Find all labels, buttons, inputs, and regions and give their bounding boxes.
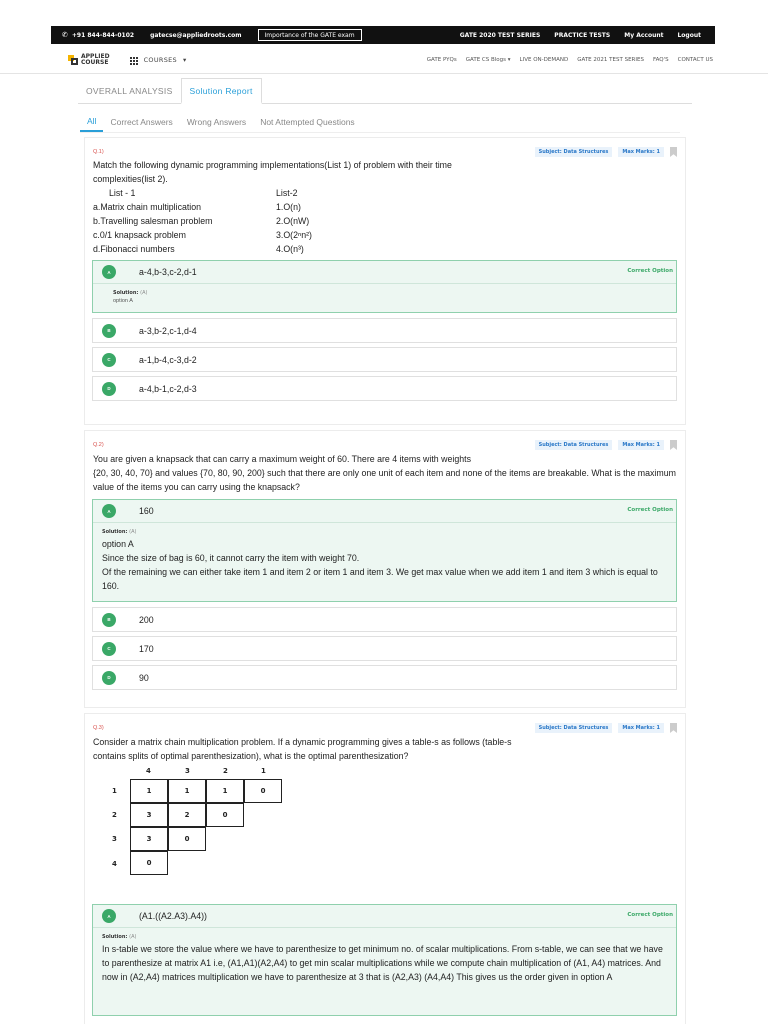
logo-line-1: APPLIED: [81, 53, 110, 60]
solution-text: option A: [113, 298, 133, 304]
grid-icon: [130, 57, 138, 64]
row-header: 3: [112, 835, 117, 843]
col-header: 3: [185, 767, 190, 775]
tab-overall-analysis[interactable]: OVERALL ANALYSIS: [86, 85, 173, 96]
option-text: 160: [139, 506, 154, 516]
logo[interactable]: [68, 54, 110, 66]
answer-filter-tabs: [80, 111, 680, 133]
table-cell: 0: [206, 803, 244, 827]
option-d[interactable]: [92, 376, 677, 401]
question-card-2: [84, 430, 686, 708]
list1-item: d.Fibonacci numbers: [93, 244, 175, 254]
option-letter: B: [102, 613, 116, 627]
option-text: a-4,b-1,c-2,d-3: [139, 383, 197, 394]
option-letter: B: [102, 324, 116, 338]
col-header: 2: [223, 767, 228, 775]
option-text: a-1,b-4,c-3,d-2: [139, 354, 197, 365]
option-text: a-4,b-3,c-2,d-1: [139, 267, 197, 277]
subject-badge: Subject: Data Structures: [535, 147, 613, 157]
solution-label: Solution:: [102, 934, 128, 940]
solution-line: option A: [102, 539, 134, 549]
option-text: 90: [139, 672, 149, 683]
question-card-1: [84, 137, 686, 425]
logo-line-2: COURSE: [81, 59, 109, 66]
list1-item: a.Matrix chain multiplication: [93, 202, 202, 212]
phone-number: +91 844-844-0102: [71, 31, 135, 39]
question-text: [93, 158, 678, 256]
nav-link-blogs[interactable]: [466, 57, 511, 63]
solution-sub: (A): [129, 934, 137, 940]
option-c[interactable]: [92, 347, 677, 372]
tab-solution-report[interactable]: Solution Report: [181, 78, 262, 104]
option-text: 170: [139, 643, 154, 654]
tab-not-attempted[interactable]: Not Attempted Questions: [260, 116, 355, 127]
question-number: Q.3): [93, 725, 104, 731]
option-b[interactable]: [92, 318, 677, 343]
logout-link[interactable]: Logout: [677, 31, 701, 39]
solution-label: Solution:: [113, 290, 139, 296]
courses-label: COURSES: [143, 56, 177, 64]
subject-badge: Subject: Data Structures: [535, 723, 613, 733]
solution-sub: (A): [129, 529, 137, 535]
solution-box: [93, 927, 676, 992]
list2-item: 1.O(n): [276, 202, 301, 212]
table-cell: 2: [168, 803, 206, 827]
nav-link-faqs[interactable]: FAQ'S: [652, 57, 669, 63]
gate-importance-button[interactable]: Importance of the GATE exam: [258, 29, 362, 41]
nav-divider: [0, 73, 768, 74]
caret-down-icon: ▾: [507, 57, 511, 63]
main-nav: [51, 48, 715, 72]
list1-header: List - 1: [109, 188, 136, 198]
question-text: [93, 452, 678, 494]
report-tabs: [78, 78, 692, 104]
phone-icon: ✆: [62, 31, 68, 39]
list1-item: b.Travelling salesman problem: [93, 216, 213, 226]
question-prompt-line-2: {20, 30, 40, 70} and values {70, 80, 90, 200} such that there are only one unit of each item and none of the items are breakable. What is the maximum value of the items you can carry using the knapsack?: [93, 468, 676, 492]
option-text: 200: [139, 614, 154, 625]
email-link[interactable]: gatecse@appliedroots.com: [150, 31, 242, 39]
table-cell: 3: [130, 827, 168, 851]
option-text: (A1.((A2.A3).A4)): [139, 911, 207, 921]
option-text: a-3,b-2,c-1,d-4: [139, 325, 197, 336]
solution-text: In s-table we store the value where we have to parenthesize to get minimum no. of scalar multiplications. From s-table, we can see that we have to parenthesize at matrix A1 i.e, (A1,A1)(A2,A4) to get min scalar multiplications while we compute chain multiplication of (A1, A4) matrices. And now in (A2,A4) matrices multiplication we have to parenthesize at 3 that is (A2,A3) (A4,A4) This gives us the order given in option A: [102, 944, 663, 982]
test-series-2020-link[interactable]: GATE 2020 TEST SERIES: [459, 31, 541, 39]
option-a-correct[interactable]: [92, 260, 677, 313]
option-letter: A: [102, 504, 116, 518]
col-header: 4: [146, 767, 151, 775]
col-header: 1: [261, 767, 266, 775]
list-row: [93, 200, 678, 214]
solution-text: [102, 537, 667, 593]
option-letter: A: [102, 909, 116, 923]
nav-link-gate-pyqs[interactable]: GATE PYQs: [426, 57, 457, 63]
solution-box: [93, 522, 676, 601]
option-a-correct[interactable]: [92, 904, 677, 1016]
question-number: Q.1): [93, 149, 104, 155]
my-account-link[interactable]: My Account: [624, 31, 664, 39]
tab-wrong-answers[interactable]: Wrong Answers: [186, 116, 247, 127]
courses-menu[interactable]: [130, 56, 187, 64]
list1-item: c.0/1 knapsack problem: [93, 230, 186, 240]
bookmark-icon[interactable]: [670, 440, 677, 450]
table-cell: 1: [168, 779, 206, 803]
subject-badge: Subject: Data Structures: [535, 440, 613, 450]
list-row: [93, 242, 678, 256]
practice-tests-link[interactable]: PRACTICE TESTS: [554, 31, 611, 39]
correct-option-tag: Correct Option: [627, 268, 673, 274]
solution-sub: (A): [140, 290, 148, 296]
option-b[interactable]: [92, 607, 677, 632]
table-cell: 0: [168, 827, 206, 851]
option-letter: C: [102, 353, 116, 367]
table-cell: 1: [206, 779, 244, 803]
option-letter: D: [102, 671, 116, 685]
nav-link-contact[interactable]: CONTACT US: [677, 57, 713, 63]
list-row: [93, 228, 678, 242]
max-marks-badge: Max Marks: 1: [618, 723, 664, 733]
bookmark-icon[interactable]: [670, 147, 677, 157]
nav-link-test-series-2021[interactable]: GATE 2021 TEST SERIES: [577, 57, 644, 63]
solution-line: Of the remaining we can either take item 1 and item 2 or item 1 and item 3. We get max value when we add item 1 and item 3 which is equal to 160.: [102, 567, 658, 591]
option-letter: D: [102, 382, 116, 396]
table-cell: 1: [130, 779, 168, 803]
table-cell: 3: [130, 803, 168, 827]
option-a-correct[interactable]: [92, 499, 677, 602]
option-letter: A: [102, 265, 116, 279]
question-number: Q.2): [93, 442, 104, 448]
list2-item: 2.O(nW): [276, 216, 310, 226]
row-header: 2: [112, 811, 117, 819]
table-cell: 0: [130, 851, 168, 875]
row-header: 4: [112, 860, 117, 868]
option-letter: C: [102, 642, 116, 656]
option-c[interactable]: [92, 636, 677, 661]
correct-option-tag: Correct Option: [627, 507, 673, 513]
tab-all[interactable]: All: [80, 111, 103, 132]
nav-link-blogs-label: GATE CS Blogs: [465, 57, 507, 63]
list2-item: 4.O(n³): [276, 244, 304, 254]
list-header: [93, 186, 678, 200]
logo-icon: [68, 55, 78, 65]
phone-contact[interactable]: [62, 31, 134, 39]
table-cell: 0: [244, 779, 282, 803]
question-text: Consider a matrix chain multiplication problem. If a dynamic programming gives a table-s as follows (table-s contains splits of optimal parenthesization), what is the optimal parenthesization?: [93, 737, 512, 761]
list-row: [93, 214, 678, 228]
bookmark-icon[interactable]: [670, 723, 677, 733]
nav-link-live[interactable]: LIVE ON-DEMAND: [519, 57, 569, 63]
question-card-3: [84, 713, 686, 1024]
row-header: 1: [112, 787, 117, 795]
s-table: [93, 763, 293, 887]
caret-down-icon: ▾: [182, 56, 187, 64]
list2-header: List-2: [276, 188, 298, 198]
correct-option-tag: Correct Option: [627, 912, 673, 918]
max-marks-badge: Max Marks: 1: [618, 147, 664, 157]
question-prompt-line-1: You are given a knapsack that can carry a maximum weight of 60. There are 4 items with weights: [93, 454, 471, 464]
option-d[interactable]: [92, 665, 677, 690]
solution-line: Since the size of bag is 60, it cannot carry the item with weight 70.: [102, 553, 360, 563]
question-prompt: Match the following dynamic programming implementations(List 1) of problem with their time complexities(list 2).: [93, 160, 452, 184]
list2-item: 3.O(2ⁿn²): [276, 230, 312, 240]
max-marks-badge: Max Marks: 1: [618, 440, 664, 450]
solution-label: Solution:: [102, 529, 128, 535]
solution-box: [93, 283, 676, 312]
top-bar: [51, 26, 715, 44]
tab-correct-answers[interactable]: Correct Answers: [110, 116, 173, 127]
